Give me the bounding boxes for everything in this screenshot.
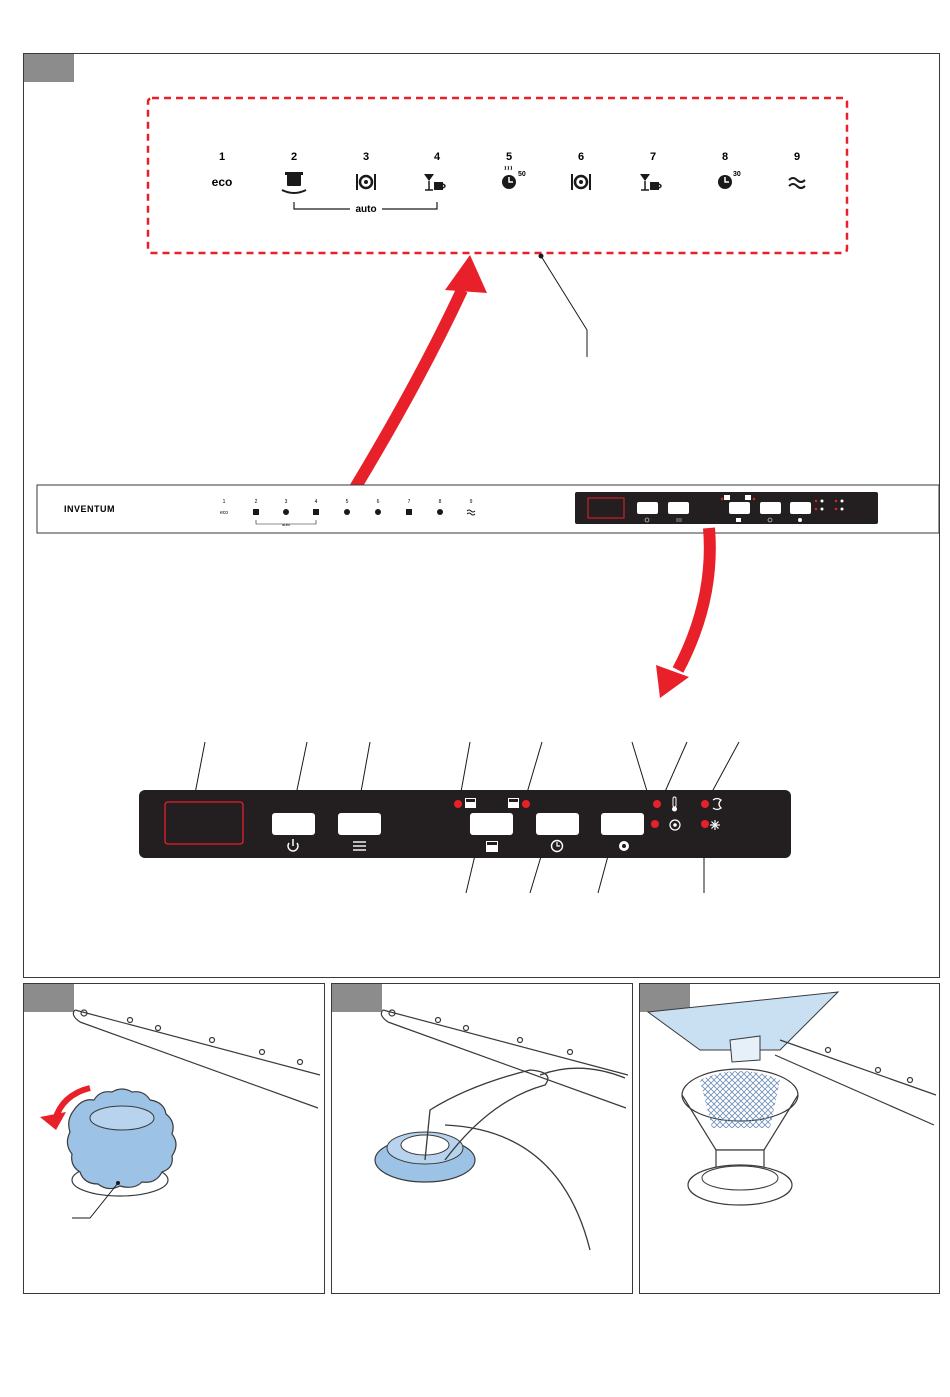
auto-label: auto — [355, 204, 377, 215]
mini-settings-button — [790, 502, 811, 514]
program-number: 5 — [505, 151, 513, 163]
zoom-arrow-down — [678, 528, 710, 670]
mini-number: 9 — [469, 499, 473, 505]
gear-icon — [619, 841, 629, 851]
program-number: 4 — [433, 151, 441, 163]
pot-icon — [282, 172, 306, 193]
mini-menu-button — [668, 502, 689, 514]
program-button[interactable] — [338, 813, 381, 835]
spray-arm-3 — [381, 1010, 628, 1108]
figure-tab-4 — [640, 984, 690, 1012]
power-button[interactable] — [272, 813, 315, 835]
glass-cup-icon — [640, 174, 661, 190]
mini-auto-label: auto — [282, 522, 290, 527]
program-zoom-box — [148, 98, 847, 253]
program-number: 9 — [793, 151, 801, 163]
sparkle-led — [701, 820, 709, 828]
salt-led — [653, 800, 661, 808]
program-number: 6 — [577, 151, 585, 163]
mini-delay-button — [760, 502, 781, 514]
delay-start-button[interactable] — [536, 813, 579, 835]
mini-number: 8 — [438, 499, 442, 505]
filter-cap — [67, 1089, 176, 1196]
mini-eco-label: eco — [219, 510, 229, 516]
figure-tab-3 — [332, 984, 382, 1012]
program-number: 2 — [290, 151, 298, 163]
mini-number: 6 — [376, 499, 380, 505]
program-number: 3 — [362, 151, 370, 163]
water-led — [701, 800, 709, 808]
glass-cup-icon — [424, 174, 445, 190]
spray-arm-4 — [775, 1040, 936, 1125]
half-load-bottom-led — [522, 800, 530, 808]
eco-label: eco — [211, 175, 233, 189]
settings-button[interactable] — [601, 813, 644, 835]
half-load-top-led — [454, 800, 462, 808]
mini-number: 5 — [345, 499, 349, 505]
wave-icon — [789, 178, 805, 188]
mini-number: 4 — [314, 499, 318, 505]
funnel — [682, 1069, 798, 1205]
mini-number: 2 — [254, 499, 258, 505]
figure-frame-3 — [332, 984, 633, 1294]
program-8-minutes: 30 — [733, 171, 741, 178]
program-number: 7 — [649, 151, 657, 163]
figure-tab-2 — [24, 984, 74, 1012]
mini-number: 1 — [222, 499, 226, 505]
program-number: 1 — [218, 151, 226, 163]
program-numbers — [219, 151, 800, 163]
mini-number: 3 — [284, 499, 288, 505]
plate-cutlery-icon — [357, 174, 375, 190]
clock-steam-icon — [502, 166, 526, 189]
figure-tab-1 — [24, 54, 74, 82]
clock-icon — [718, 171, 741, 189]
mini-half-load-button — [729, 502, 750, 514]
plate-cutlery-icon — [572, 174, 590, 190]
brand-logo: INVENTUM — [64, 504, 115, 514]
zoom-arrow-up — [355, 290, 462, 488]
callout-leader — [541, 256, 587, 357]
rinse-aid-led — [651, 820, 659, 828]
program-number: 8 — [721, 151, 729, 163]
half-load-button[interactable] — [470, 813, 513, 835]
program-5-minutes: 50 — [518, 171, 526, 178]
mini-power-button — [637, 502, 658, 514]
sparkle-icon — [710, 820, 720, 830]
mini-number: 7 — [407, 499, 411, 505]
